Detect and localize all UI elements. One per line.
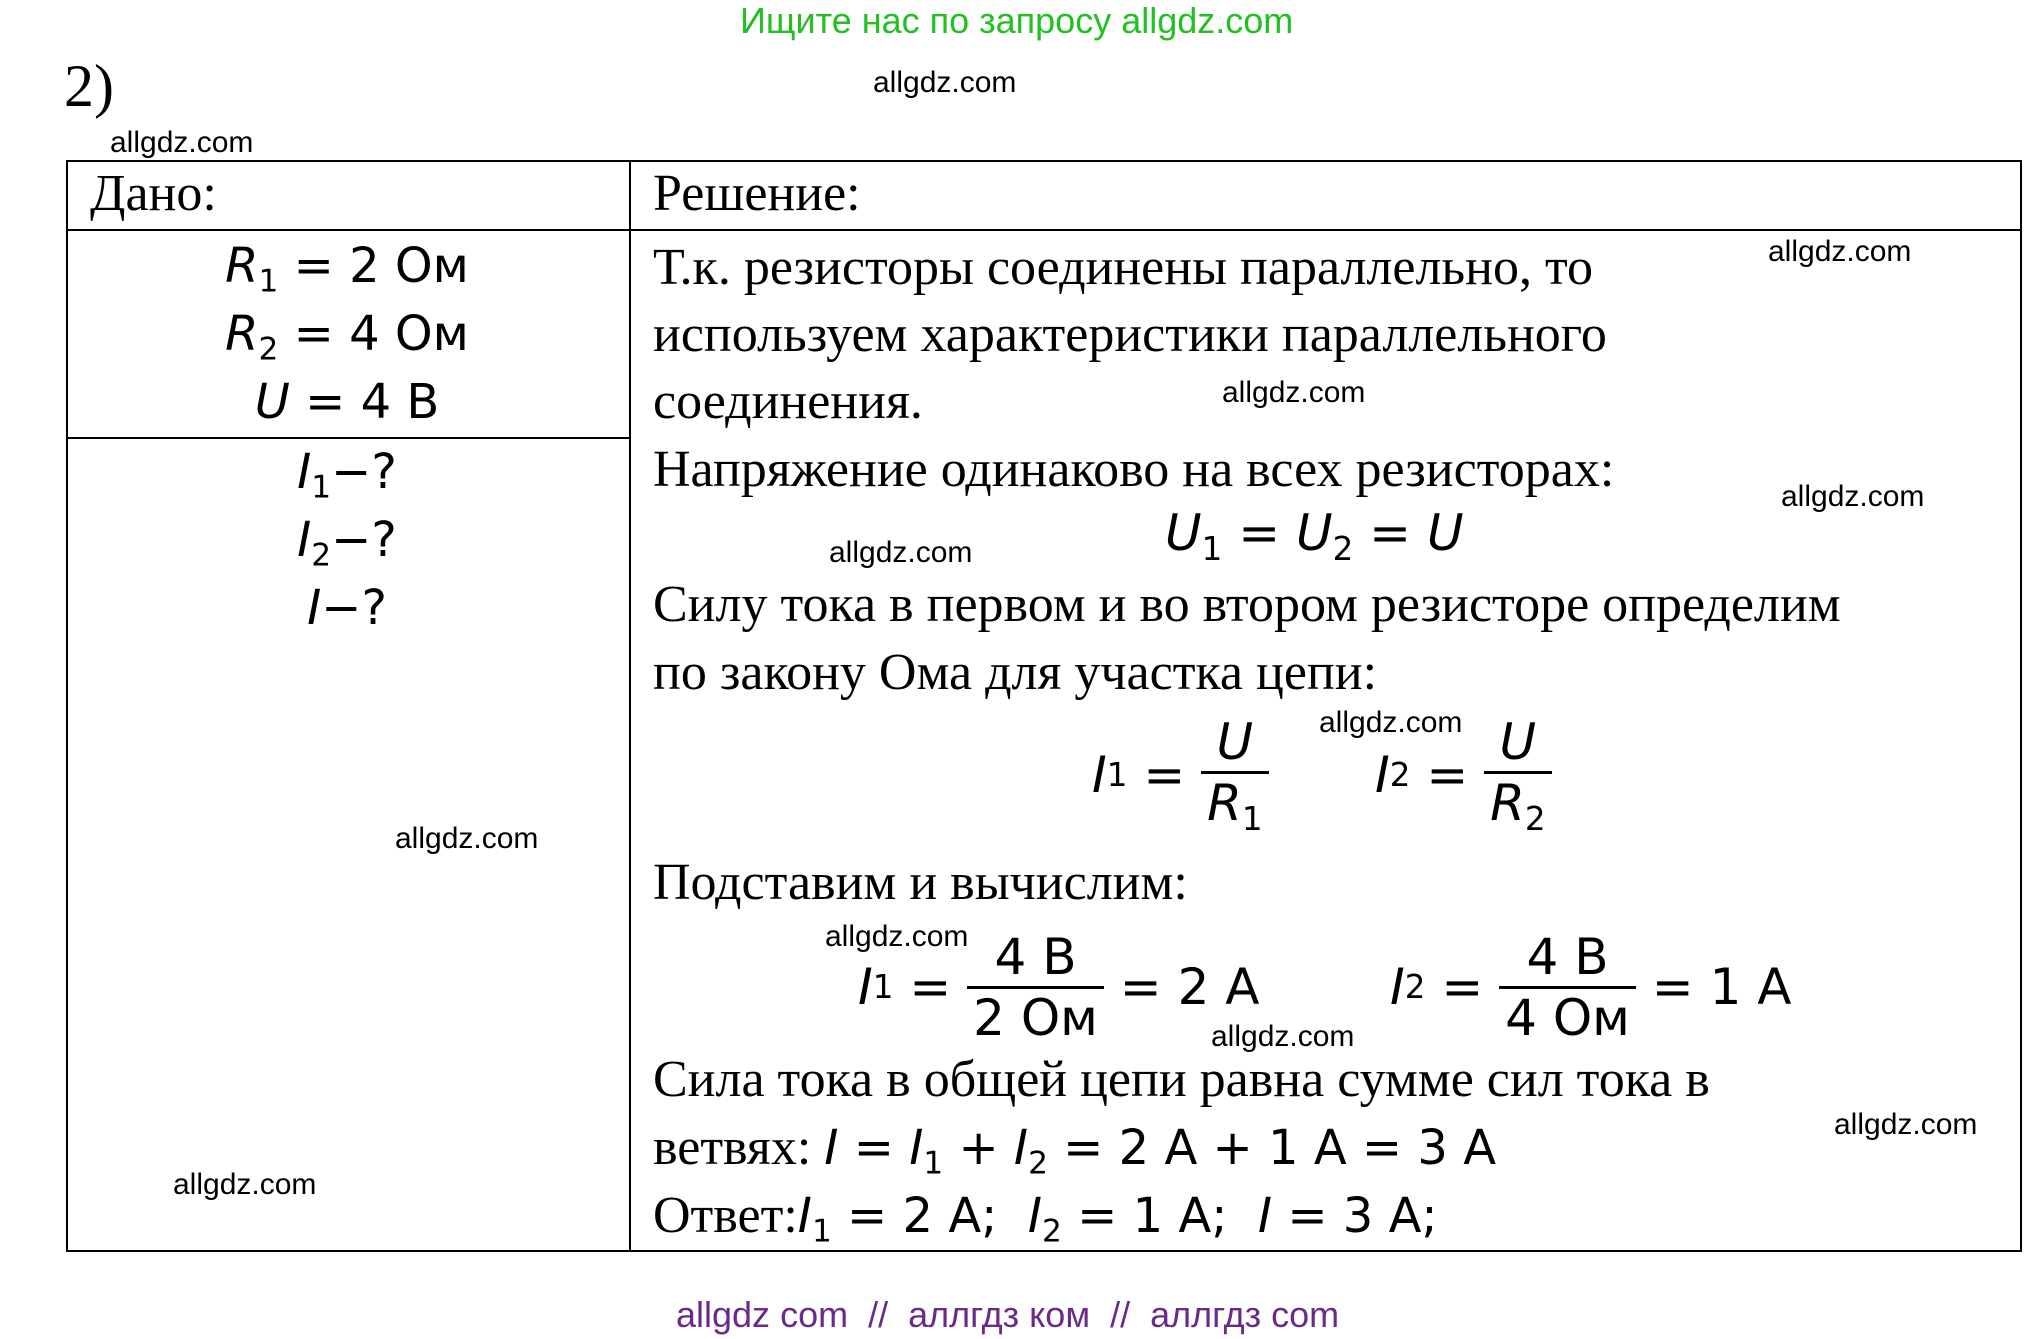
solution-header: Решение:	[653, 165, 861, 222]
given-r1: $R_1 = 2$ Ом	[225, 238, 469, 300]
column-divider	[629, 160, 631, 1252]
watermark: allgdz.com	[829, 536, 973, 569]
watermark: allgdz.com	[825, 920, 969, 953]
voltage-equation: $U_1 = U_2 = U$	[1165, 504, 1464, 568]
answer-line: $Ответ:I_1 = 2$ А; $I_2 = 1$ А; I = 3 А;	[653, 1187, 1438, 1250]
watermark: allgdz.com	[1768, 235, 1912, 268]
watermark: allgdz.com	[1222, 376, 1366, 409]
watermark: allgdz.com	[873, 66, 1017, 99]
solution-line-1: Т.к. резисторы соединены параллельно, то	[653, 239, 1593, 296]
solution-line-6: по закону Ома для участка цепи:	[653, 644, 1378, 701]
find-i1: $I_1-$?	[297, 444, 397, 506]
calc-i2: I 2 = $\frac{4 В}{4 Ом}$ = 1 А	[1390, 927, 1792, 1047]
watermark: allgdz.com	[1211, 1020, 1355, 1053]
watermark: allgdz.com	[1834, 1108, 1978, 1141]
watermark: allgdz.com	[395, 822, 539, 855]
given-find-divider	[66, 437, 630, 439]
given-u: U = 4 В	[254, 374, 440, 430]
solution-line-5: Силу тока в первом и во втором резисторе определим	[653, 576, 1841, 633]
ohm-formula-i1: I 1 = $\frac{U}{R_1}$	[1092, 700, 1269, 850]
footer-watermark: allgdz com // аллгдз ком // аллгдз com	[676, 1294, 1340, 1335]
solution-line-3: соединения.	[653, 373, 923, 430]
watermark: allgdz.com	[110, 126, 254, 159]
header-divider	[66, 229, 2022, 231]
calc-i1: I 1 = $\frac{4 В}{2 Ом}$ = 2 А	[858, 927, 1260, 1047]
find-i: I−?	[307, 580, 387, 636]
solution-line-8: Сила тока в общей цепи равна сумме сил тока в	[653, 1051, 1710, 1108]
problem-number: 2)	[64, 53, 114, 119]
watermark: allgdz.com	[173, 1168, 317, 1201]
ohm-formula-i2: I 2 = $\frac{U}{R_2}$	[1375, 700, 1552, 850]
given-header: Дано:	[90, 165, 217, 222]
watermark: allgdz.com	[1319, 706, 1463, 739]
solution-line-2: используем характеристики параллельного	[653, 306, 1607, 363]
solution-line-9: ветвях: $I = I_1 + I_2 = 2$ А + 1 А = 3 А	[653, 1119, 1497, 1182]
solution-line-4: Напряжение одинаково на всех резисторах:	[653, 441, 1615, 498]
watermark: allgdz.com	[1781, 480, 1925, 513]
top-banner: Ищите нас по запросу allgdz.com	[740, 0, 1294, 41]
given-r2: $R_2 = 4$ Ом	[225, 306, 469, 368]
solution-line-7: Подставим и вычислим:	[653, 854, 1188, 911]
find-i2: $I_2-$?	[297, 512, 397, 574]
